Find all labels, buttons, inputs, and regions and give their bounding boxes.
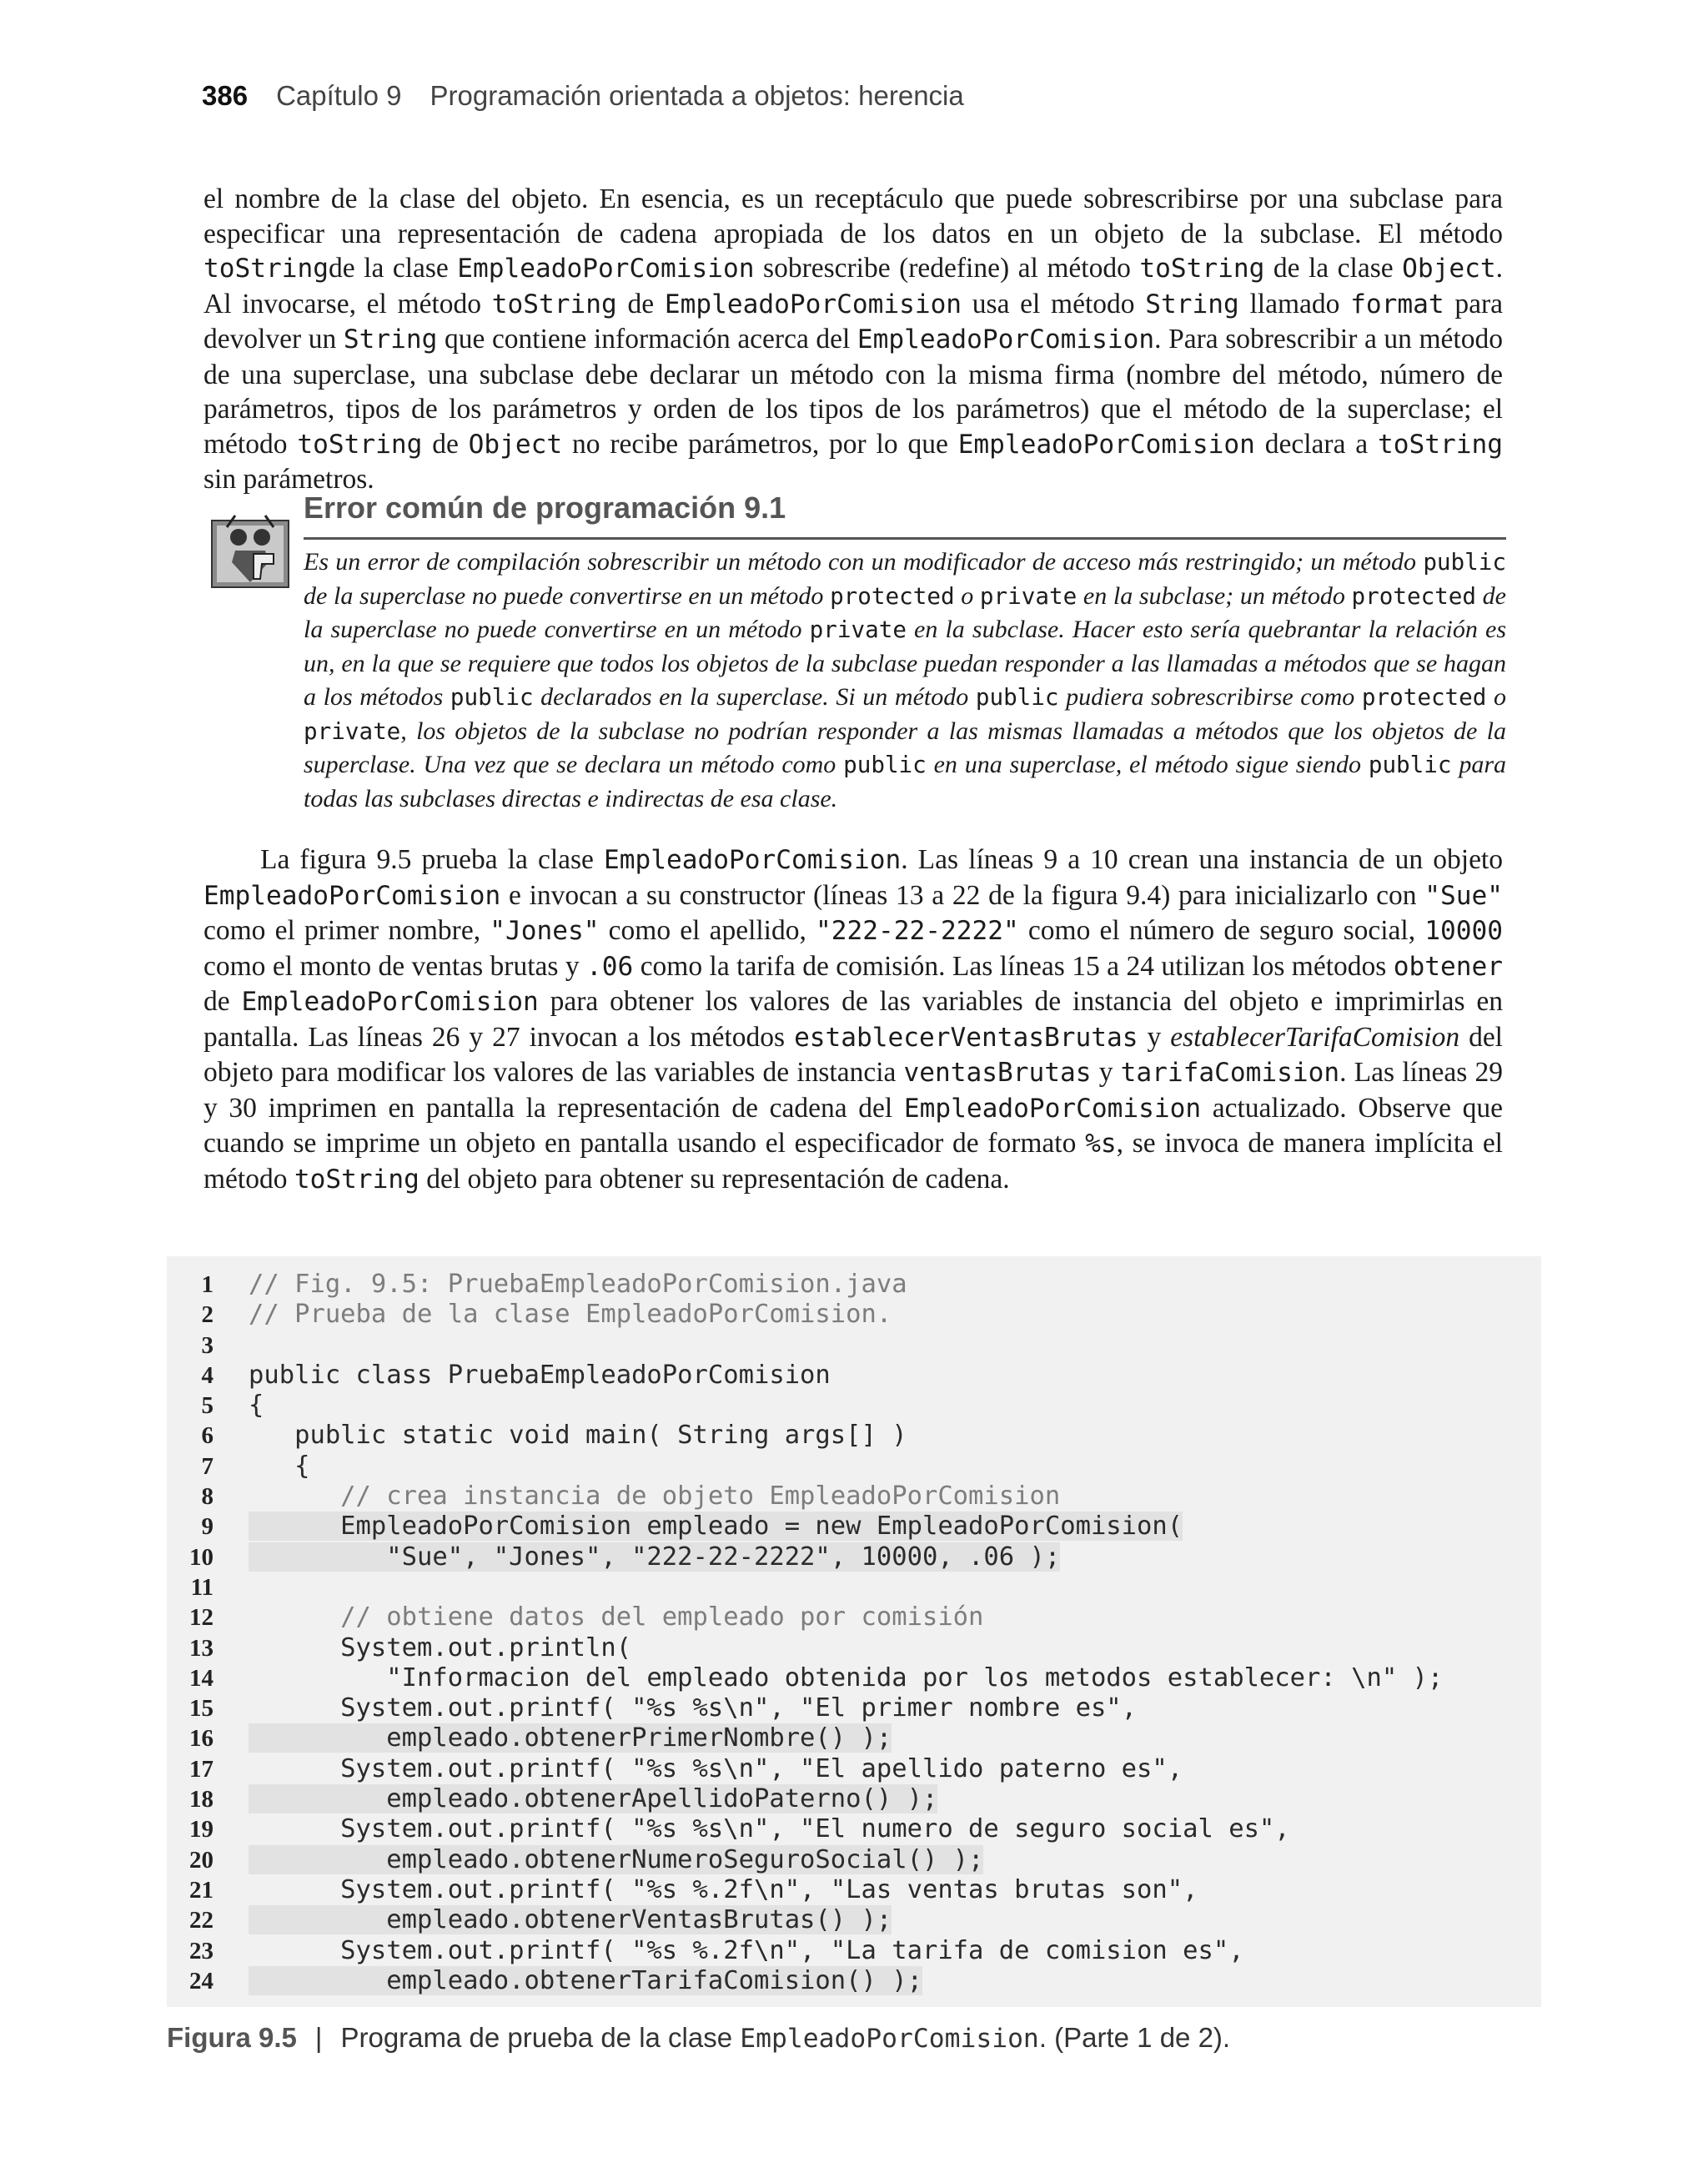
code-line <box>167 1814 1541 1844</box>
caption-suffix: . (Parte 1 de 2). <box>1038 2022 1231 2053</box>
line-number: 15 <box>189 1695 214 1723</box>
line-number: 10 <box>189 1543 214 1571</box>
text-run: . Las líneas 29 y 30 imprimen en pantalla la representación de cadena del <box>203 1057 1503 1124</box>
text-run: sin parámetros. <box>203 464 374 495</box>
text-run: declarados en la superclase. Si un método <box>533 683 976 711</box>
code-lines <box>167 1270 1541 1996</box>
line-number: 4 <box>201 1361 214 1389</box>
text-run: como el número de seguro social, <box>1018 915 1425 946</box>
text-run: de la superclase no puede convertirse en un método <box>304 581 831 610</box>
text-run: usa el método <box>962 288 1146 319</box>
text-run: . Para sobrescribir a un método de una superclase, una subclase debe declarar un método con la misma firma (nombre del método, número de parámetros, tipos de los parámetros y orden de los tipos de los parámetros) que el método de la superclase; el método <box>203 324 1503 460</box>
code-line <box>167 1845 1541 1875</box>
line-number: 17 <box>189 1755 214 1783</box>
text-run: en la subclase. Hacer esto sería quebrantar la relación es un, en la que se requiere que todos los objetos de la subclase puedan responder a las llamadas a métodos que se hagan a los métodos <box>304 616 1506 711</box>
text-run: , se invoca de manera implícita el método <box>203 1128 1503 1195</box>
inline-code: public <box>975 683 1059 711</box>
line-number: 11 <box>190 1573 214 1601</box>
text-run: y <box>1138 1021 1171 1053</box>
code-line <box>167 1633 1541 1663</box>
text-run: para todas las subclases directas e indirectas de esa clase. <box>304 751 1506 812</box>
text-run: del objeto para modificar los valores de las variables de instancia <box>203 1021 1503 1088</box>
text-run: de <box>203 986 242 1017</box>
line-number: 7 <box>201 1452 214 1480</box>
text-run: de la clase <box>329 253 458 284</box>
page-header <box>202 80 964 112</box>
line-number: 21 <box>189 1876 214 1904</box>
figure-label: Figura 9.5 <box>167 2022 297 2053</box>
code-text: { <box>249 1451 310 1481</box>
code-text: System.out.printf( "%s %s\n", "El apellido paterno es", <box>249 1753 1183 1783</box>
error-divider <box>304 537 1506 540</box>
paragraph-tostring <box>203 182 1503 497</box>
inline-code: String <box>343 324 438 355</box>
line-number: 3 <box>201 1331 214 1359</box>
line-number: 19 <box>189 1816 214 1844</box>
code-line <box>167 1905 1541 1935</box>
figure-caption <box>167 2022 1230 2054</box>
code-line <box>167 1481 1541 1512</box>
text-run: como el monto de ventas brutas y <box>203 950 587 982</box>
line-number: 16 <box>189 1725 214 1753</box>
inline-code: toString <box>297 429 423 460</box>
code-text: empleado.obtenerVentasBrutas() ); <box>249 1905 892 1935</box>
text-run: Es un error de compilación sobrescribir un método con un modificador de acceso más restringido; un método <box>304 548 1424 576</box>
inline-code: EmpleadoPorComision <box>457 254 755 284</box>
code-line <box>167 1693 1541 1723</box>
code-text: public static void main( String args[] ) <box>249 1421 907 1451</box>
text-run: declara a <box>1254 428 1379 460</box>
code-text: // Prueba de la clase EmpleadoPorComision. <box>249 1300 892 1330</box>
text-run: e invocan a su constructor (líneas 13 a 22 de la figura 9.4) para inicializarlo con <box>500 879 1425 911</box>
text-run: para obtener los valores de las variables de instancia del objeto e imprimirlas en pantalla. Las líneas 26 y 27 invocan a los métodos <box>203 986 1503 1053</box>
text-run: en la subclase; un método <box>1077 581 1352 610</box>
code-text: public class PruebaEmpleadoPorComision <box>249 1360 831 1390</box>
code-line <box>167 1936 1541 1966</box>
text-run: en una superclase, el método sigue siendo <box>926 751 1369 778</box>
inline-code: private <box>979 581 1078 610</box>
inline-code: %s <box>1085 1129 1117 1159</box>
inline-code: Object <box>468 429 563 460</box>
code-text: System.out.printf( "%s %.2f\n", "Las ventas brutas son", <box>249 1874 1198 1904</box>
chapter-title: Programación orientada a objetos: herencia <box>430 80 964 111</box>
error-body <box>304 546 1506 816</box>
text-run: y <box>1091 1057 1121 1088</box>
line-number: 13 <box>189 1634 214 1662</box>
line-number: 18 <box>189 1786 214 1813</box>
code-line <box>167 1542 1541 1572</box>
code-text: System.out.printf( "%s %.2f\n", "La tarifa de comision es", <box>249 1935 1244 1965</box>
code-text: empleado.obtenerNumeroSeguroSocial() ); <box>249 1844 984 1874</box>
code-text: empleado.obtenerPrimerNombre() ); <box>249 1723 892 1753</box>
text-run: que contiene información acerca del <box>437 324 857 355</box>
code-text: System.out.println( <box>249 1632 632 1662</box>
inline-code: tarifaComision <box>1120 1058 1340 1088</box>
inline-code: public <box>1368 751 1452 778</box>
inline-code: format <box>1350 289 1444 319</box>
text-run: el nombre de la clase del objeto. En esencia, es un receptáculo que puede sobrescribirse por una subclase para especificar una representación de cadena apropiada de los datos en un objeto de la subclase. El método <box>203 184 1503 249</box>
inline-code: public <box>1423 548 1506 576</box>
line-number: 6 <box>201 1422 214 1450</box>
line-number: 8 <box>201 1483 214 1511</box>
line-number: 24 <box>189 1967 214 1994</box>
code-listing <box>167 1256 1541 2007</box>
inline-code: establecerVentasBrutas <box>794 1022 1138 1053</box>
inline-code: ventasBrutas <box>903 1058 1092 1088</box>
text-run: . Las líneas 9 a 10 crean una instancia de un objeto <box>901 844 1503 875</box>
code-line <box>167 1361 1541 1391</box>
code-text: empleado.obtenerApellidoPaterno() ); <box>249 1784 938 1814</box>
code-text: System.out.printf( "%s %s\n", "El primer nombre es", <box>249 1693 1138 1723</box>
line-number: 23 <box>189 1937 214 1964</box>
text-run: no recibe parámetros, por lo que <box>562 428 958 460</box>
line-number: 12 <box>189 1604 214 1632</box>
inline-code: toString <box>1378 429 1504 460</box>
text-run: como el apellido, <box>599 915 816 946</box>
code-text: EmpleadoPorComision empleado = new EmpleadoPorComision( <box>249 1512 1183 1542</box>
text-run: actualizado. Observe que cuando se imprime un objeto en pantalla usando el especificador de formato <box>203 1092 1503 1159</box>
caption-text: Programa de prueba de la clase <box>340 2022 741 2053</box>
inline-code: private <box>809 616 907 643</box>
inline-code: toString <box>203 254 329 284</box>
code-text: // crea instancia de objeto EmpleadoPorComision <box>249 1481 1061 1512</box>
code-line <box>167 1330 1541 1361</box>
chapter-label: Capítulo 9 <box>276 80 402 111</box>
text-run: de <box>422 428 469 460</box>
inline-code: private <box>304 717 401 745</box>
code-line <box>167 1300 1541 1330</box>
code-line <box>167 1421 1541 1451</box>
code-line <box>167 1451 1541 1481</box>
caption-separator: | <box>314 2022 323 2053</box>
line-number: 1 <box>201 1271 214 1298</box>
line-number: 20 <box>189 1846 214 1874</box>
code-text: // obtiene datos del empleado por comisión <box>249 1602 984 1632</box>
line-number: 5 <box>201 1392 214 1420</box>
caption-code: EmpleadoPorComision <box>740 2024 1039 2054</box>
text-run: o <box>1486 683 1507 711</box>
inline-code: EmpleadoPorComision <box>664 289 962 319</box>
bug-thumbs-down-icon <box>210 512 292 589</box>
text-run: de la clase <box>1264 253 1403 284</box>
code-line <box>167 1572 1541 1602</box>
inline-code: EmpleadoPorComision <box>203 880 501 911</box>
code-line <box>167 1966 1541 1996</box>
inline-code: 10000 <box>1424 916 1504 946</box>
line-number: 14 <box>189 1664 214 1692</box>
code-text: // Fig. 9.5: PruebaEmpleadoPorComision.java <box>249 1270 907 1299</box>
inline-code: protected <box>1351 581 1477 610</box>
code-line <box>167 1723 1541 1753</box>
inline-code: toString <box>1139 254 1265 284</box>
text-run: pudiera sobrescribirse como <box>1058 683 1362 711</box>
code-line <box>167 1270 1541 1300</box>
inline-code: protected <box>830 581 955 610</box>
inline-code: EmpleadoPorComision <box>957 429 1255 460</box>
line-number: 22 <box>189 1907 214 1934</box>
paragraph-figure-test <box>203 843 1503 1197</box>
code-text: System.out.printf( "%s %s\n", "El numero de seguro social es", <box>249 1814 1290 1844</box>
text-run: sobrescribe (redefine) al método <box>754 253 1140 284</box>
text-run: de <box>616 288 665 319</box>
inline-code: EmpleadoPorComision <box>241 987 539 1017</box>
code-text: "Sue", "Jones", "222-22-2222", 10000, .06 ); <box>249 1542 1061 1572</box>
text-run: , los objetos de la subclase no podrían responder a las mismas llamadas a métodos que los objetos de la superclase. Una vez que se declara un método como <box>304 717 1506 778</box>
code-line <box>167 1391 1541 1421</box>
code-line <box>167 1754 1541 1784</box>
inline-code: "222-22-2222" <box>816 916 1019 946</box>
code-line <box>167 1602 1541 1632</box>
inline-code: obtener <box>1393 951 1503 982</box>
inline-code: String <box>1145 289 1239 319</box>
text-run: como el primer nombre, <box>203 915 490 946</box>
text-run: llamado <box>1238 288 1351 319</box>
text-run: del objeto para obtener su representación de cadena. <box>419 1163 1010 1195</box>
inline-code: Object <box>1402 254 1496 284</box>
text-run: La figura 9.5 prueba la clase <box>260 844 604 875</box>
text-run: o <box>954 581 980 610</box>
inline-code: toString <box>294 1164 419 1195</box>
inline-code: protected <box>1361 683 1487 711</box>
text-run: para devolver un <box>203 288 1503 355</box>
inline-code: "Jones" <box>490 916 600 946</box>
inline-code: public <box>843 751 927 778</box>
code-text: { <box>249 1391 264 1421</box>
inline-code: "Sue" <box>1424 880 1503 911</box>
line-number: 9 <box>201 1513 214 1541</box>
inline-code: EmpleadoPorComision <box>857 324 1155 355</box>
code-line <box>167 1512 1541 1542</box>
inline-code: EmpleadoPorComision <box>903 1093 1202 1124</box>
inline-code: .06 <box>586 951 634 982</box>
error-title: Error común de programación 9.1 <box>304 490 786 525</box>
code-line <box>167 1784 1541 1814</box>
code-text: empleado.obtenerTarifaComision() ); <box>249 1965 922 1995</box>
code-line <box>167 1663 1541 1693</box>
code-line <box>167 1875 1541 1905</box>
emphasis: establecerTarifaComision <box>1170 1021 1460 1053</box>
text-run: . Al invocarse, el método <box>203 253 1504 319</box>
code-text: "Informacion del empleado obtenida por los metodos establecer: \n" ); <box>249 1662 1444 1693</box>
text-run: como la tarifa de comisión. Las líneas 15 a 24 utilizan los métodos <box>633 950 1394 982</box>
inline-code: EmpleadoPorComision <box>604 845 902 875</box>
inline-code: public <box>450 683 534 711</box>
page-number: 386 <box>202 80 249 111</box>
inline-code: toString <box>491 289 617 319</box>
text-run: de la superclase no puede convertirse en un método <box>304 581 1506 643</box>
line-number: 2 <box>201 1301 214 1329</box>
